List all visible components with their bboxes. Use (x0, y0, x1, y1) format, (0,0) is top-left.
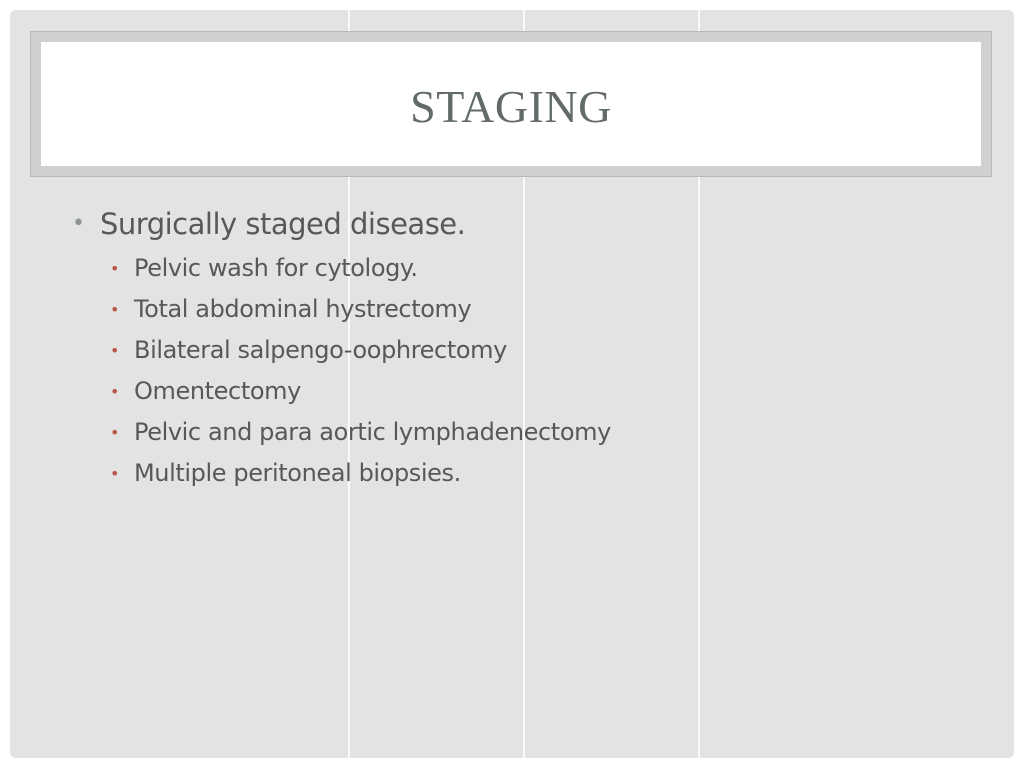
bullet-icon: • (110, 341, 120, 360)
bullet-item-main (72, 204, 972, 244)
slide (10, 10, 1014, 758)
bullet-icon: • (72, 211, 85, 236)
sub-point-text: Omentectomy (134, 377, 301, 405)
slide-title: STAGING (410, 80, 612, 132)
sub-point-text: Total abdominal hystrectomy (134, 295, 472, 323)
bullet-icon: • (110, 382, 120, 401)
main-point-text: Surgically staged disease. (100, 207, 466, 241)
slide-body (72, 204, 972, 494)
title-frame (30, 31, 992, 177)
sub-point-text: Pelvic and para aortic lymphadenectomy (134, 418, 611, 446)
sub-bullet-item (72, 248, 972, 289)
sub-bullet-item (72, 330, 972, 371)
bullet-icon: • (110, 464, 120, 483)
sub-point-text: Bilateral salpengo-oophrectomy (134, 336, 507, 364)
bullet-icon: • (110, 423, 120, 442)
sub-bullet-item (72, 453, 972, 494)
sub-point-text: Pelvic wash for cytology. (134, 254, 418, 282)
bullet-icon: • (110, 259, 120, 278)
sub-bullet-item (72, 289, 972, 330)
bullet-icon: • (110, 300, 120, 319)
sub-bullet-list (72, 248, 972, 494)
sub-point-text: Multiple peritoneal biopsies. (134, 459, 461, 487)
title-box (41, 42, 981, 166)
sub-bullet-item (72, 371, 972, 412)
sub-bullet-item (72, 412, 972, 453)
